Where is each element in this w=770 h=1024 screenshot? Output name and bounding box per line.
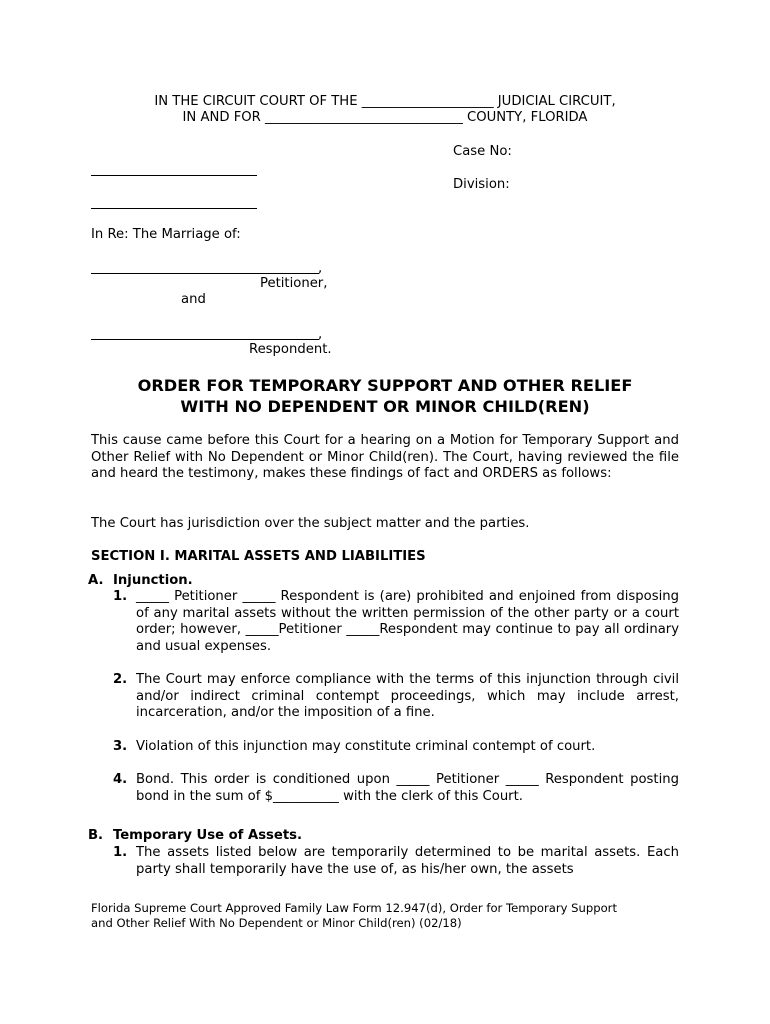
court-line-2: IN AND FOR ______________________________ COUNTY, FLORIDA <box>182 110 588 125</box>
blank-line-2 <box>91 208 257 209</box>
item-a4-number: 4. <box>113 772 128 787</box>
item-a4-text: Bond. This order is conditioned upon _____ Petitioner _____ Respondent posting bond in the sum of $__________ with the clerk of this Court. <box>136 772 679 804</box>
jurisdiction-paragraph: The Court has jurisdiction over the subject matter and the parties. <box>91 516 530 531</box>
respondent-name-line <box>91 339 319 340</box>
respondent-comma: , <box>318 327 323 342</box>
order-title-line-2: WITH NO DEPENDENT OR MINOR CHILD(REN) <box>180 397 590 416</box>
item-a2-number: 2. <box>113 672 128 687</box>
blank-line-1 <box>91 175 257 176</box>
subsection-a-label: A. <box>88 573 104 588</box>
footer-line-1: Florida Supreme Court Approved Family Law Form 12.947(d), Order for Temporary Support <box>91 901 617 915</box>
item-a1-text: _____ Petitioner _____ Respondent is (are) prohibited and enjoined from disposing of any marital assets without the written permission of the other party or a court order; however, _____Petitioner _____Respondent may continue to pay all ordinary and usual expenses. <box>136 589 679 654</box>
subsection-b-label: B. <box>88 828 104 843</box>
subsection-b-title: Temporary Use of Assets. <box>113 828 303 843</box>
and-label: and <box>181 292 206 307</box>
in-re-label: In Re: The Marriage of: <box>91 227 241 242</box>
item-b1-text: The assets listed below are temporarily determined to be marital assets. Each party shall temporarily have the use of, as his/her own, the assets <box>136 845 679 877</box>
item-a1-number: 1. <box>113 589 128 604</box>
case-no-label: Case No: <box>453 144 512 159</box>
item-b1-number: 1. <box>113 845 128 860</box>
petitioner-comma: , <box>318 261 323 276</box>
item-a2-text: The Court may enforce compliance with the terms of this injunction through civil and/or indirect criminal contempt proceedings, which may include arrest, incarceration, and/or the imposition of a fine. <box>136 672 679 720</box>
item-a3-number: 3. <box>113 739 128 754</box>
respondent-label: Respondent. <box>249 342 332 357</box>
section-1-heading: SECTION I. MARITAL ASSETS AND LIABILITIES <box>91 549 426 564</box>
footer-line-2: and Other Relief With No Dependent or Minor Child(ren) (02/18) <box>91 916 462 930</box>
petitioner-name-line <box>91 273 319 274</box>
court-line-1: IN THE CIRCUIT COURT OF THE ____________________ JUDICIAL CIRCUIT, <box>154 94 616 109</box>
subsection-a-title: Injunction. <box>113 573 193 588</box>
division-label: Division: <box>453 177 510 192</box>
intro-paragraph: This cause came before this Court for a hearing on a Motion for Temporary Support and Other Relief with No Dependent or Minor Child(ren). The Court, having reviewed the file and heard the testimony, makes these findings of fact and ORDERS as follows: <box>91 433 679 481</box>
item-a3-text: Violation of this injunction may constitute criminal contempt of court. <box>136 739 596 754</box>
petitioner-label: Petitioner, <box>260 276 328 291</box>
order-title-line-1: ORDER FOR TEMPORARY SUPPORT AND OTHER RELIEF <box>137 376 633 395</box>
